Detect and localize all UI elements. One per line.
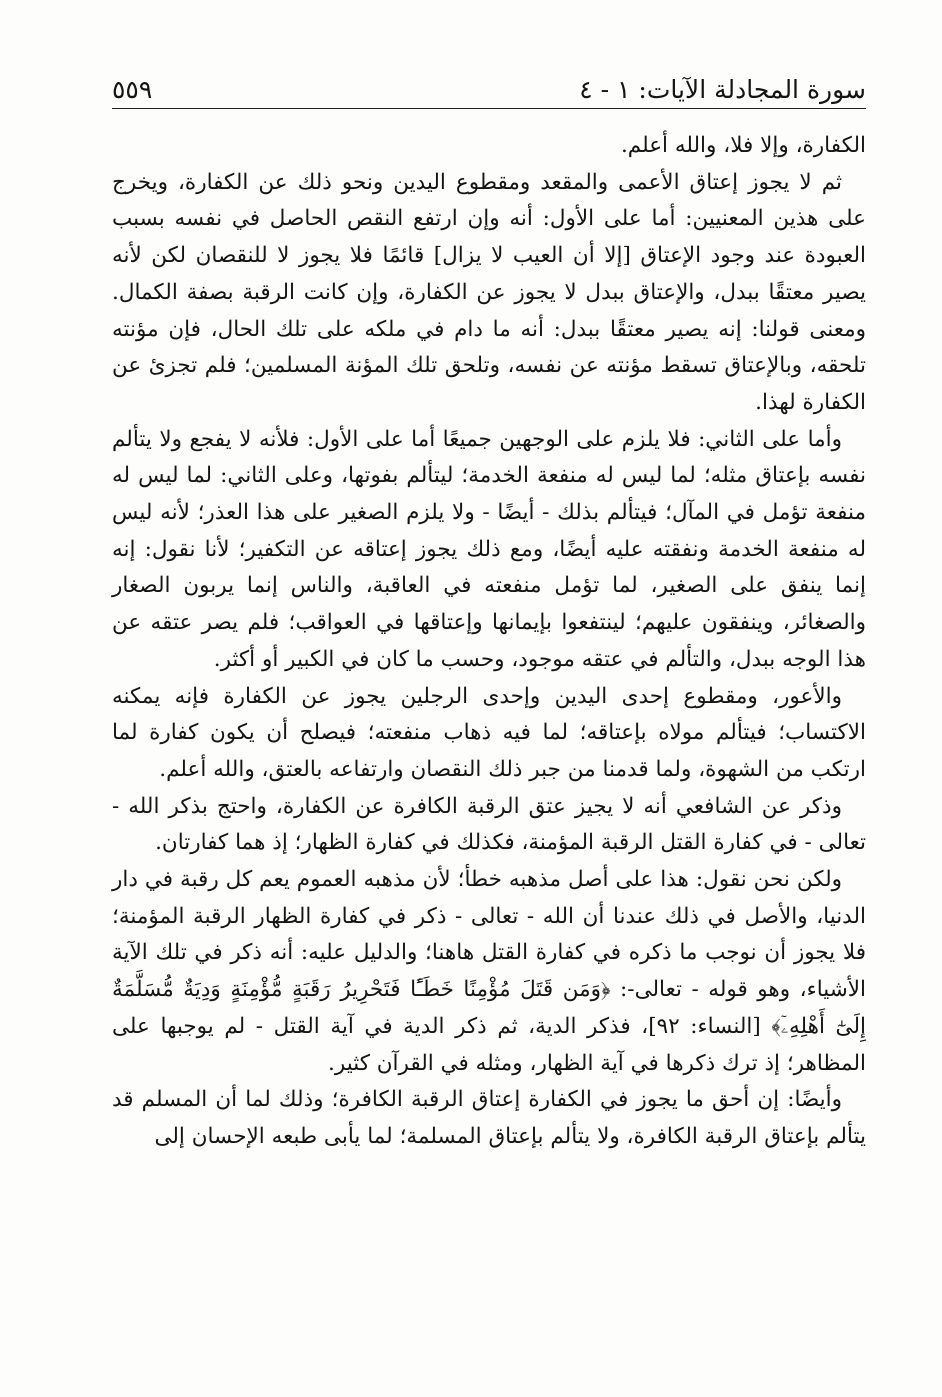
paragraph-4: والأعور، ومقطوع إحدى اليدين وإحدى الرجلين يجوز عن الكفارة فإنه يمكنه الاكتساب؛ فيتألم مولاه بإعتاقه؛ لما فيه ذهاب منفعته؛ فيصلح أن يكون كفارة لما ارتكب من الشهوة، ولما قدمنا من جبر ذلك النقصان وارتفاعه بالعتق، والله أعلم.	[112, 683, 866, 782]
paragraph-7: وأيضًا: إن أحق ما يجوز في الكفارة إعتاق الرقبة الكافرة؛ وذلك لما أن المسلم قد يتألم بإعتاق الرقبة الكافرة، ولا يتألم بإعتاق المسلمة؛ لما يأبى طبعه الإحسان إلى	[112, 1087, 866, 1149]
running-title: سورة المجادلة الآيات: ١ - ٤	[579, 75, 866, 104]
page-body	[112, 128, 866, 1156]
page-header	[112, 56, 866, 102]
page-number: ٥٥٩	[112, 75, 153, 104]
paragraph-1: الكفارة، وإلا فلا، والله أعلم.	[620, 133, 866, 158]
paragraph-6: ولكن نحن نقول: هذا على أصل مذهبه خطأ؛ لأن مذهبه العموم يعم كل رقبة في دار الدنيا، والأصل في ذلك عندنا أن الله - تعالى - ذكر في كفارة الظهار الرقبة المؤمنة؛ فلا يجوز أن نوجب ما ذكره في كفارة القتل هاهنا؛ والدليل عليه: أنه ذكر في تلك الآية الأشياء، وهو قوله - تعالى-: ﴿وَمَن قَتَلَ مُؤْمِنًا خَطَـًٔا فَتَحْرِيرُ رَقَبَةٍ مُّؤْمِنَةٍ وَدِيَةٌ مُّسَلَّمَةٌ إِلَىٰٓ أَهْلِهِۦٓ﴾ [النساء: ٩٢]، فذكر الدية، ثم ذكر الدية في آية القتل - لم يوجبها على المظاهر؛ إذ ترك ذكرها في آية الظهار، ومثله في القرآن كثير.	[112, 867, 867, 1076]
paragraph-3: وأما على الثاني: فلا يلزم على الوجهين جميعًا أما على الأول: فلأنه لا يفجع ولا يتألم نفسه بإعتاق مثله؛ لما ليس له منفعة الخدمة؛ ليتألم بفوتها، وعلى الثاني: لما ليس له منفعة تؤمل في المآل؛ فيتألم بذلك - أيضًا - ولا يلزم الصغير على هذا العذر؛ لأنه ليس له منفعة الخدمة ونفقته عليه أيضًا، ومع ذلك يجوز إعتاقه عن التكفير؛ لأنا نقول: إنه إنما ينفق على الصغير، لما تؤمل منفعته في العاقبة، والناس إنما يربون الصغار والصغائر، وينفقون عليهم؛ لينتفعوا بإيمانها وإعتاقها في العواقب؛ فلم يصر عتقه عن هذا الوجه ببدل، والتألم في عتقه موجود، وحسب ما كان في الكبير أو أكثر.	[112, 426, 866, 672]
paragraph-5: وذكر عن الشافعي أنه لا يجيز عتق الرقبة الكافرة عن الكفارة، واحتج بذكر الله - تعالى - في كفارة القتل الرقبة المؤمنة، فكذلك في كفارة الظهار؛ إذ هما كفارتان.	[112, 793, 866, 856]
paragraph-2: ثم لا يجوز إعتاق الأعمى والمقعد ومقطوع اليدين ونحو ذلك عن الكفارة، ويخرج على هذين المعنيين: أما على الأول: أنه وإن ارتفع النقص الحاصل في نفسه بسبب العبودة عند وجود الإعتاق [إلا أن العيب لا يزال] قائمًا فلا يجوز لا للنقصان لكن لأنه يصير معتقًا ببدل، والإعتاق ببدل لا يجوز عن الكفارة، وإن كانت الرقبة بصفة الكمال. ومعنى قولنا: إنه يصير معتقًا ببدل: أنه ما دام في ملكه على تلك الحال، فإن مؤنته تلحقه، وبالإعتاق تسقط مؤنته عن نفسه، وتلحق تلك المؤنة المسلمين؛ فلم تجزئ عن الكفارة لهذا.	[112, 169, 866, 415]
header-rule	[112, 108, 866, 109]
